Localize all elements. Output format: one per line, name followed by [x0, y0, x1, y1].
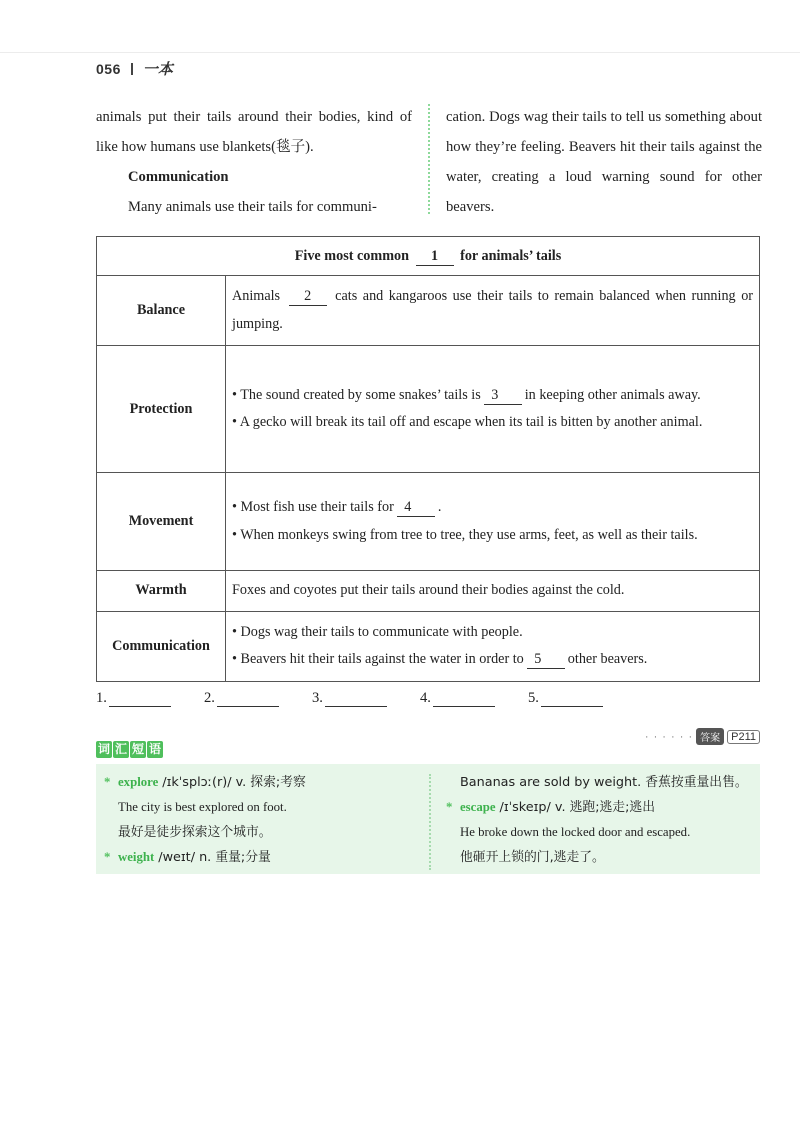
vocab-entry-escape: * escape /ɪˈskeɪp/ v. 逃跑;逃走;逃出 — [446, 795, 756, 820]
list-item: • Dogs wag their tails to communicate with people. — [232, 623, 523, 640]
answer-lines — [96, 690, 636, 707]
protection-cell — [226, 346, 760, 473]
passage-left-column — [96, 102, 412, 222]
vocab-box — [96, 764, 760, 874]
vocab-left-column — [104, 770, 424, 870]
answer-key-reference: · · · · · · 答案 P211 — [645, 728, 760, 745]
answer-slot-4[interactable]: 4. — [420, 690, 528, 707]
notes-table — [96, 236, 760, 682]
answer-slot-5[interactable]: 5. — [528, 690, 636, 707]
vocab-right-column — [446, 770, 756, 870]
passage-paragraph: animals put their tails around their bodies, kind of like how humans use blankets(毯子). — [96, 109, 412, 155]
blank-1: 1 — [416, 247, 454, 266]
vocab-divider — [429, 774, 431, 870]
list-item: • A gecko will break its tail off and escape when its tail is bitten by another animal. — [232, 414, 703, 430]
vocab-title: 词 汇 短 语 — [97, 742, 161, 756]
balance-cell: Animals 2 cats and kangaroos use their tails to remain balanced when running or jumping. — [226, 276, 760, 346]
blank-4: 4 — [397, 498, 435, 517]
top-rule — [0, 52, 800, 53]
answer-key-badge: 答案 — [696, 728, 724, 745]
passage-right-column — [446, 102, 762, 222]
answer-slot-1[interactable]: 1. — [96, 690, 204, 707]
passage-paragraph: Many animals use their tails for communi- — [128, 199, 377, 215]
row-label-protection: Protection — [97, 346, 226, 473]
vocab-example: He broke down the locked door and escaped. — [460, 825, 691, 839]
page-header — [96, 58, 173, 79]
blank-5: 5 — [527, 650, 565, 669]
communication-cell — [226, 611, 760, 681]
vocab-example: Bananas are sold by weight. 香蕉按重量出售。 — [460, 775, 748, 790]
row-label-warmth: Warmth — [97, 571, 226, 612]
movement-cell — [226, 473, 760, 571]
warmth-cell: Foxes and coyotes put their tails around their bodies against the cold. — [226, 571, 760, 612]
list-item: • Beavers hit their tails against the water in order to 5 other beavers. — [232, 651, 648, 667]
list-item: • The sound created by some snakes’ tails is 3 in keeping other animals away. — [232, 386, 701, 403]
blank-2: 2 — [289, 287, 327, 306]
star-icon: * — [446, 800, 453, 814]
list-item: • When monkeys swing from tree to tree, they use arms, feet, as well as their tails. — [232, 526, 698, 543]
row-label-balance: Balance — [97, 276, 226, 346]
brand-logo: 一本 — [142, 60, 173, 78]
table-caption: Five most common 1 for animals’ tails — [97, 237, 760, 276]
answer-slot-3[interactable]: 3. — [312, 690, 420, 707]
vocab-example-translation: 他砸开上锁的门,逃走了。 — [460, 850, 605, 865]
vocab-example: The city is best explored on foot. — [118, 800, 287, 814]
answer-key-page: P211 — [727, 730, 760, 744]
column-divider — [428, 104, 430, 214]
star-icon: * — [104, 775, 111, 789]
star-icon: * — [104, 850, 111, 864]
vocab-entry-weight: * weight /weɪt/ n. 重量;分量 — [104, 845, 424, 870]
answer-slot-2[interactable]: 2. — [204, 690, 312, 707]
header-separator — [131, 63, 133, 75]
vocab-example-translation: 最好是徒步探索这个城市。 — [118, 825, 272, 840]
vocab-entry-explore: * explore /ɪkˈsplɔː(r)/ v. 探索;考察 — [104, 770, 424, 795]
row-label-movement: Movement — [97, 473, 226, 571]
blank-3: 3 — [484, 386, 522, 405]
page-number: 056 — [96, 60, 121, 77]
row-label-communication: Communication — [97, 611, 226, 681]
passage-subheading: Communication — [128, 169, 229, 185]
list-item: • Most fish use their tails for 4 . — [232, 499, 442, 515]
passage-paragraph: cation. Dogs wag their tails to tell us something about how they’re feeling. Beavers hit their tails against the water, creating a loud warning sound for other beavers. — [446, 109, 762, 215]
